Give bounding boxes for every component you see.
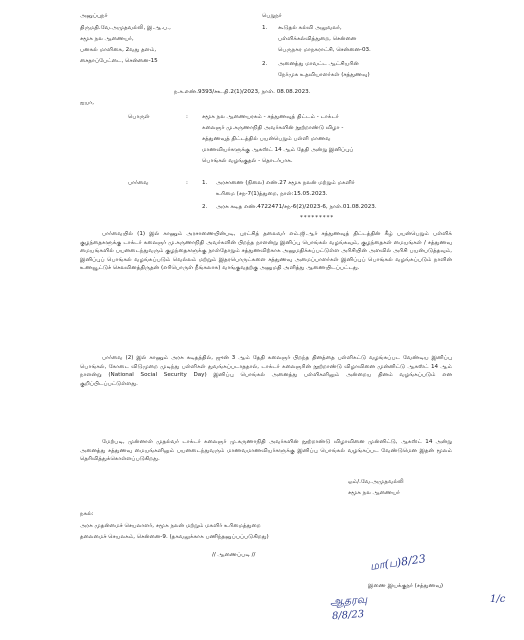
subject-line-5: பொங்கல் வழங்குதல் - தொடர்பாக. bbox=[202, 158, 293, 164]
references-label: பார்வை bbox=[128, 180, 149, 186]
handwritten-signature-1: மா(ப)8/23 bbox=[369, 552, 427, 573]
subject-label: பொருள் bbox=[128, 114, 150, 120]
subject-colon: : bbox=[186, 114, 188, 120]
separator-stars: ********* bbox=[300, 215, 335, 221]
body-paragraph-2: பார்வை (2) இல் காணும் அரசு கடிதத்தில், ஜுன் 3 ஆம் தேதி கலைஞர் பிறந்த தினத்தை பள்ளிகட்டு வழங்கப்பட வேண்டிய இனிப்பு பொங்கல், கோடை விடுமுறை முடிந்து பள்ளிகள் துவங்கப்படாததால், டாக்டர் கலைஞரின் நூற்றாண்டு விழாவினை முன்னிட்டு ஆகஸ்ட் 14 ஆம் நாளன்று (National Social Security Day) இனிப்பு பொங்கல் அனைத்து பள்ளிகளிலும் அன்றைய தினம் வழங்கப்படும் என குறிப்பிடப்பட்டுள்ளது. bbox=[80, 355, 452, 387]
recipient-2-line-1: அனைத்து மாவட்ட ஆட்சியரின் bbox=[278, 61, 359, 67]
subject-line-4: மாணவியர்களுக்கு ஆகஸ்ட் 14 ஆம் தேதி அன்று இனிப்புப் bbox=[202, 147, 354, 153]
sender-label: அனுப்புநர் bbox=[80, 13, 108, 19]
sender-title: சமூக நல ஆணையர், bbox=[80, 36, 134, 42]
copy-line-2: தலைமைச் செயலகம், சென்னை-9. (தகவலுக்காக பணிந்தனுப்பப்படுகிறது) bbox=[80, 534, 269, 540]
reference-2-number: 2. bbox=[202, 204, 208, 210]
sender-address-2: சைதாப்பேட்டை, சென்னை-15 bbox=[80, 58, 158, 64]
sender-address-1: பனகல் மாளிகை, 2வது தளம், bbox=[80, 47, 157, 53]
handwritten-initial: 1/c bbox=[490, 594, 506, 605]
copy-line-1: அரசு முதன்மைச் செயலாளர், சமூக நலன் மற்றும் மகளிர் உரிமைத்துறை bbox=[80, 523, 261, 529]
recipient-1-line-1: கூடுதல் கல்வி அலுவலர், bbox=[278, 25, 342, 31]
by-order: // ஆணைப்படி // bbox=[212, 552, 256, 558]
signed-name: ஒம்/.வே.அமுதவல்லி bbox=[348, 479, 404, 485]
recipients-heading: பெறுநர் bbox=[262, 13, 282, 19]
references-colon: : bbox=[186, 180, 188, 186]
reference-1-line-1: அரசாணை (நிலை) எண்.27 சமூக நலன் மற்றும் மகளிர் bbox=[216, 180, 355, 186]
recipient-2-number: 2. bbox=[262, 61, 268, 67]
subject-line-2: கலைஞர் மு.கருணாநிதி அவர்களின் நூற்றாண்டு விழா - bbox=[202, 125, 344, 131]
recipient-1-line-2: பள்ளிக்கல்வித்துறை, சென்னை bbox=[278, 36, 357, 42]
reference-number: ந.க.எண்.9393/சஉ.தி.2(1)/2023, நாள். 08.08.2023. bbox=[174, 89, 311, 95]
handwritten-date: 8/8/23 bbox=[331, 608, 365, 623]
salutation: ஐயா, bbox=[80, 100, 94, 106]
sender-name: திருமதி.வே.அமுதவல்லி, இ.ஆ.ப., bbox=[80, 25, 171, 31]
reference-1-number: 1. bbox=[202, 180, 208, 186]
handwritten-signature-2: ஆதரவு bbox=[329, 592, 368, 609]
reference-1-line-2: உரிமை (சந-7(1)த்துறை, நாள்:15.05.2023. bbox=[216, 191, 328, 197]
recipient-2-line-2: நேர்முக உதவியாளர்கள் (சத்துணவு) bbox=[278, 72, 370, 78]
subject-line-3: சத்துணவுத் திட்டத்தில் பயன்பெறும் பள்ளி மாணவ bbox=[202, 136, 331, 142]
subject-line-1: சமூக நல ஆணையரகம் - சத்துணவுத் திட்டம் - டாக்டர் bbox=[202, 114, 339, 120]
signed-title: சமூக நல ஆணையர் bbox=[348, 490, 400, 496]
recipient-1-line-3: பெருநகர மாநகராட்சி, சென்னை-03. bbox=[278, 47, 371, 53]
body-paragraph-1: பார்வையில் (1) இல் காணும் அரசாணையின்படி, புரட்சித் தலைவர் எம்.ஜி.ஆர் சத்துணவுத் திட்டத்தின் கீழ் பயன்பெறும் பள்ளிக் குழந்தைகளுக்கு டாக்டர் கலைஞர் மு.கருணாநிதி அவர்களின் பிறந்த நாளன்று இனிப்பு பொங்கல் வழங்கவும், குழந்தைகள் மையங்கள் / சத்துணவு மையங்களில் பயனடைந்துவரும் குழந்தைகளுக்கு நாள்தோறும் சத்துணவிற்காக அனுமதிக்கப்பட்டுள்ள அரிசியின் அளவில் அரிசி பயன்படுத்தவும், இனிப்புப் பொங்கல் வழங்கப்படும் வெல்லம் மற்றும் இதரபொருட்களை சத்துணவு அமைப்பாளர்கள் இனிப்புப் பொங்கல் வழங்கப்படும் நாளின் உணவூட்டுச் செலவினத்திருதன் (எரிபொருள் நீங்கலாக) வாங்குவதற்கு அனுமதி அளித்து ஆணையிடப்பட்டது. bbox=[80, 231, 452, 272]
body-paragraph-3: மேற்படி, முன்னாள் முதல்வர் டாக்டர் கலைஞர் மு.கருணாநிதி அவர்களின் நூற்றாண்டு விழாவினை முன்னிட்டு, ஆகஸ்ட் 14 அன்று அனைத்து சத்துணவு மையங்களிலும் பயனடைந்துவரும் மாணவமாணவியர்களுக்கு இனிப்பு பொங்கல் வழங்கப்பட வேண்டுமென இதன் மூலம் தெரிவித்துக்கொள்ளப்படுகிறது. bbox=[80, 439, 452, 463]
copy-label: நகல்: bbox=[80, 511, 94, 517]
approver-title: இணை இயக்குநர் (சத்துணவு) bbox=[368, 583, 444, 589]
recipient-1-number: 1. bbox=[262, 25, 268, 31]
reference-2-line-1: அரசு கடித எண்.4722471/சந-6(2)/2023-6, நாள்.01.08.2023. bbox=[216, 204, 377, 210]
